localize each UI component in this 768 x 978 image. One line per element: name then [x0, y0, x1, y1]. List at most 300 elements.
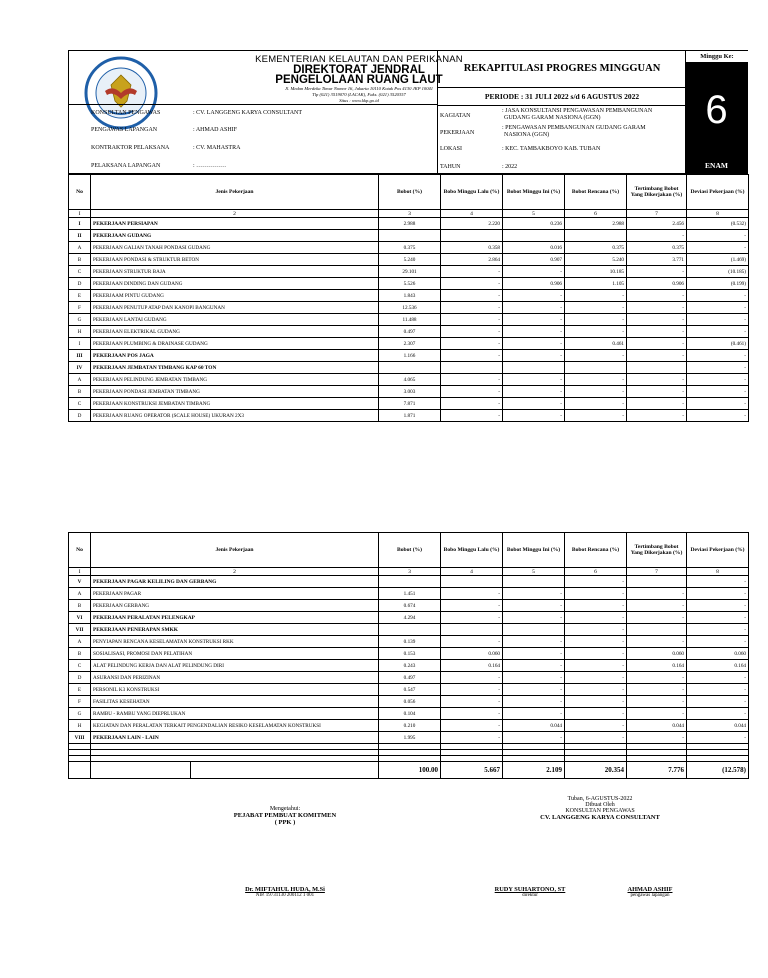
value-lalu: - — [441, 672, 503, 684]
column-index: 7 — [627, 568, 687, 576]
row-number: A — [69, 636, 91, 648]
value-rencana: - — [565, 732, 627, 744]
work-item: PEKERJAAN PONDASI JEMBATAN TIMBANG — [91, 386, 379, 398]
work-item: PEKERJAAN PAGAR — [91, 588, 379, 600]
table-row — [69, 278, 749, 290]
value-deviasi: - — [687, 374, 749, 386]
value-lalu: - — [441, 290, 503, 302]
value-rencana: - — [565, 410, 627, 422]
value-lalu: - — [441, 588, 503, 600]
value-bobot: 2.988 — [379, 218, 441, 230]
value-rencana: - — [565, 398, 627, 410]
value-lalu: - — [441, 302, 503, 314]
value-bobot — [379, 576, 441, 588]
value-rencana: 10.185 — [565, 266, 627, 278]
value-lalu: - — [441, 314, 503, 326]
value-tertimbang: 0.044 — [627, 720, 687, 732]
value-rencana: 1.105 — [565, 278, 627, 290]
info-key: LOKASI — [440, 146, 462, 152]
table-row — [69, 302, 749, 314]
value-bobot: 7.871 — [379, 398, 441, 410]
row-number: A — [69, 588, 91, 600]
column-index: 5 — [503, 568, 565, 576]
value-lalu: - — [441, 636, 503, 648]
work-item: ALAT PELINDUNG KERJA DAN ALAT PELINDUNG DIRI — [91, 660, 379, 672]
work-item: SOSIALISASI, PROMOSI DAN PELATIHAN — [91, 648, 379, 660]
row-number: C — [69, 266, 91, 278]
approval-caption: Mengetahui: — [269, 806, 301, 812]
table-row — [69, 266, 749, 278]
signer-role: direktur — [522, 893, 538, 898]
value-deviasi: - — [687, 290, 749, 302]
column-header: Deviasi Pekerjaan (%) — [687, 175, 749, 210]
value-bobot: 1.871 — [379, 410, 441, 422]
info-value: : CV. LANGGENG KARYA CONSULTANT — [193, 110, 303, 116]
value-tertimbang: 3.771 — [627, 254, 687, 266]
table-row — [69, 350, 749, 362]
value-ini — [503, 362, 565, 374]
value-deviasi: - — [687, 242, 749, 254]
work-item: PEKERJAAM PINTU GUDANG — [91, 290, 379, 302]
value-ini: - — [503, 374, 565, 386]
info-value: NASIONA (GGN) — [504, 132, 550, 138]
column-index: 8 — [687, 210, 749, 218]
work-item: PENYIAPAN RENCANA KESELAMATAN KONSTRUKSI RKK — [91, 636, 379, 648]
row-number: II — [69, 230, 91, 242]
value-tertimbang — [627, 624, 687, 636]
value-tertimbang: - — [627, 230, 687, 242]
column-header: Jenis Pekerjaan — [91, 175, 379, 210]
column-index: 4 — [441, 568, 503, 576]
value-rencana: - — [565, 708, 627, 720]
value-rencana: - — [565, 636, 627, 648]
info-value: : CV. MAHASTRA — [193, 145, 241, 151]
table-row — [69, 576, 749, 588]
value-lalu: - — [441, 338, 503, 350]
value-rencana: - — [565, 588, 627, 600]
value-rencana: - — [565, 660, 627, 672]
value-rencana — [565, 230, 627, 242]
value-deviasi: - — [687, 672, 749, 684]
info-value: : AHMAD ASHIF — [193, 127, 238, 133]
value-deviasi: (0.461) — [687, 338, 749, 350]
value-deviasi: - — [687, 636, 749, 648]
value-lalu — [441, 362, 503, 374]
value-lalu: - — [441, 708, 503, 720]
value-deviasi: - — [687, 314, 749, 326]
value-lalu: - — [441, 326, 503, 338]
value-tertimbang: - — [627, 410, 687, 422]
info-value: : KEC. TAMBAKBOYO KAB. TUBAN — [502, 146, 601, 152]
column-header: No — [69, 533, 91, 568]
signer-name: AHMAD ASHIF — [627, 886, 673, 893]
info-key: KAGIATAN — [440, 113, 471, 119]
week-number: 6 — [705, 88, 728, 132]
value-tertimbang: - — [627, 266, 687, 278]
work-item: ASURANSI DAN PERIZINAN — [91, 672, 379, 684]
info-key: TAHUN — [440, 164, 461, 170]
value-lalu: - — [441, 386, 503, 398]
value-tertimbang: 0.164 — [627, 660, 687, 672]
table-row — [69, 588, 749, 600]
table-row — [69, 398, 749, 410]
value-bobot: 3.003 — [379, 386, 441, 398]
table-row — [69, 684, 749, 696]
info-key: PEKERJAAN — [440, 130, 475, 136]
value-bobot: 4.065 — [379, 374, 441, 386]
work-item: PEKERJAAN ELEKTRIKAL GUDANG — [91, 326, 379, 338]
value-ini: 0.906 — [503, 278, 565, 290]
value-tertimbang: - — [627, 684, 687, 696]
work-item: PEKERJAAN PAGAR KELILING DAN GERBANG — [91, 576, 379, 588]
value-tertimbang: - — [627, 696, 687, 708]
value-deviasi: - — [687, 732, 749, 744]
work-item: RAMBU - RAMBU YANG DIEPRLUKAN — [91, 708, 379, 720]
value-lalu: - — [441, 720, 503, 732]
work-item: PERSONIL K3 KONSTRUKSI — [91, 684, 379, 696]
table-row — [69, 600, 749, 612]
blank-cell — [69, 762, 91, 779]
row-number: D — [69, 410, 91, 422]
work-item: PEKERJAAN PELINDUNG JEMBATAN TIMBANG — [91, 374, 379, 386]
table-row — [69, 624, 749, 636]
value-lalu: - — [441, 374, 503, 386]
column-header: Bobot (%) — [379, 533, 441, 568]
table-row — [69, 672, 749, 684]
value-ini: - — [503, 708, 565, 720]
value-lalu: 0.060 — [441, 648, 503, 660]
value-tertimbang: - — [627, 636, 687, 648]
column-index: 4 — [441, 210, 503, 218]
prepared-caption: Dibuat Oleh — [585, 802, 615, 808]
value-bobot: 0.243 — [379, 660, 441, 672]
table-row — [69, 648, 749, 660]
value-tertimbang: 0.375 — [627, 242, 687, 254]
value-rencana: - — [565, 374, 627, 386]
value-ini: - — [503, 290, 565, 302]
value-ini: - — [503, 338, 565, 350]
value-tertimbang: - — [627, 338, 687, 350]
value-ini: - — [503, 398, 565, 410]
value-ini: - — [503, 660, 565, 672]
value-bobot: 0.497 — [379, 326, 441, 338]
totals-row — [69, 762, 749, 779]
table-header-row — [69, 533, 749, 568]
value-deviasi: - — [687, 696, 749, 708]
column-header: Bobo Minggu Lalu (%) — [441, 533, 503, 568]
value-ini: 0.236 — [503, 218, 565, 230]
work-item: PEKERJAAN GALIAN TANAH PONDASI GUDANG — [91, 242, 379, 254]
value-tertimbang: 0.060 — [627, 648, 687, 660]
table-row — [69, 732, 749, 744]
signature-ppk — [225, 886, 345, 898]
value-rencana: - — [565, 314, 627, 326]
column-header: Deviasi Pekerjaan (%) — [687, 533, 749, 568]
row-number: D — [69, 672, 91, 684]
info-value: GUDANG GARAM NASIONA (GGN) — [504, 115, 601, 121]
value-lalu — [441, 576, 503, 588]
divider — [69, 104, 437, 105]
info-key: PENGAWAS LAPANGAN — [91, 127, 158, 133]
column-header: Bobot Minggu Ini (%) — [503, 533, 565, 568]
column-index: 7 — [627, 210, 687, 218]
work-item: PEKERJAAN STRUKTUR BAJA — [91, 266, 379, 278]
value-bobot — [379, 624, 441, 636]
row-number: F — [69, 302, 91, 314]
value-ini: - — [503, 684, 565, 696]
row-number: B — [69, 648, 91, 660]
value-ini: - — [503, 732, 565, 744]
week-box — [685, 51, 748, 157]
value-tertimbang: - — [627, 588, 687, 600]
value-deviasi: - — [687, 684, 749, 696]
value-deviasi: - — [687, 386, 749, 398]
column-index-row — [69, 568, 749, 576]
value-tertimbang: - — [627, 302, 687, 314]
value-bobot: 0.056 — [379, 696, 441, 708]
value-lalu: - — [441, 612, 503, 624]
report-period: PERIODE : 31 JULI 2022 s/d 6 AGUSTUS 2022 — [437, 87, 686, 106]
value-rencana — [565, 362, 627, 374]
row-number: B — [69, 386, 91, 398]
value-rencana: 0.461 — [565, 338, 627, 350]
value-deviasi: - — [687, 230, 749, 242]
row-number: B — [69, 600, 91, 612]
value-rencana: - — [565, 350, 627, 362]
value-ini: - — [503, 636, 565, 648]
row-number: F — [69, 696, 91, 708]
row-number: C — [69, 660, 91, 672]
row-number: A — [69, 374, 91, 386]
value-ini: - — [503, 350, 565, 362]
value-tertimbang — [627, 576, 687, 588]
table-row — [69, 362, 749, 374]
value-ini: 0.044 — [503, 720, 565, 732]
work-item: FASILITAS KESEHATAN — [91, 696, 379, 708]
value-ini: - — [503, 314, 565, 326]
column-header: Bobo Minggu Lalu (%) — [441, 175, 503, 210]
value-bobot — [379, 362, 441, 374]
value-lalu: 2.864 — [441, 254, 503, 266]
week-label: Minggu Ke: — [685, 51, 748, 62]
value-tertimbang: - — [627, 672, 687, 684]
value-deviasi: (0.199) — [687, 278, 749, 290]
table-row — [69, 696, 749, 708]
row-number: E — [69, 290, 91, 302]
value-ini: 0.016 — [503, 242, 565, 254]
column-index: 6 — [565, 568, 627, 576]
ministry-address3: Situs : www.kkp.go.id — [339, 98, 379, 103]
value-deviasi: - — [687, 624, 749, 636]
table-header-row — [69, 175, 749, 210]
value-tertimbang — [627, 362, 687, 374]
value-ini — [503, 576, 565, 588]
row-number: V — [69, 576, 91, 588]
total-ini: 2.109 — [503, 762, 565, 779]
work-item: KEGIATAN DAN PERALATAN TERKAIT PENGENDALIAN RESIKO KESELAMATAN KONSTRUKSI — [91, 720, 379, 732]
table-row — [69, 230, 749, 242]
value-deviasi: (0.532) — [687, 218, 749, 230]
column-index: 2 — [91, 568, 379, 576]
value-tertimbang: - — [627, 326, 687, 338]
value-rencana: - — [565, 386, 627, 398]
row-number: III — [69, 350, 91, 362]
info-key: PELAKSANA LAPANGAN — [91, 163, 161, 169]
value-deviasi: 0.060 — [687, 648, 749, 660]
value-ini: - — [503, 410, 565, 422]
row-number: G — [69, 708, 91, 720]
info-value: : JASA KONSULTANSI PENGAWASAN PEMBANGUNAN — [502, 108, 653, 114]
column-index: 8 — [687, 568, 749, 576]
table-row — [69, 636, 749, 648]
value-rencana: - — [565, 696, 627, 708]
work-item: PEKERJAAN PENERAPAN SMKK — [91, 624, 379, 636]
value-tertimbang: 0.906 — [627, 278, 687, 290]
value-lalu: - — [441, 600, 503, 612]
value-deviasi: - — [687, 362, 749, 374]
value-ini: - — [503, 696, 565, 708]
value-deviasi: - — [687, 588, 749, 600]
value-rencana: 5.240 — [565, 254, 627, 266]
value-rencana: - — [565, 302, 627, 314]
work-item: PEKERJAAN LAIN - LAIN — [91, 732, 379, 744]
row-number: VIII — [69, 732, 91, 744]
column-header: Jenis Pekerjaan — [91, 533, 379, 568]
value-bobot: 0.104 — [379, 708, 441, 720]
value-deviasi: - — [687, 708, 749, 720]
value-bobot: 2.307 — [379, 338, 441, 350]
info-key: KONSULTAN PENGAWAS — [91, 110, 161, 116]
value-lalu: 0.358 — [441, 242, 503, 254]
row-number: E — [69, 684, 91, 696]
value-lalu: 0.164 — [441, 660, 503, 672]
prepared-role: KONSULTAN PENGAWAS — [565, 808, 635, 814]
ministry-line2: DIREKTORAT JENDRAL — [293, 64, 425, 76]
ministry-address2: Tlp (021) 3519070 (LACAK), Faks. (021) 3520357 — [312, 92, 406, 97]
work-item: PEKERJAAN JEMBATAN TIMBANG KAP 60 TON — [91, 362, 379, 374]
column-index: I — [69, 568, 91, 576]
value-rencana: - — [565, 720, 627, 732]
column-index: 3 — [379, 210, 441, 218]
value-lalu: - — [441, 696, 503, 708]
value-bobot: 5.240 — [379, 254, 441, 266]
ministry-address1: Jl. Medan Merdeka Timur Nomor 16, Jakarta 10110 Kotak Pos 4130 JKP 10041 — [284, 86, 434, 91]
info-right — [440, 106, 684, 172]
work-item: PEKERJAAN PERALATAN PELENGKAP — [91, 612, 379, 624]
value-rencana: - — [565, 600, 627, 612]
value-tertimbang: - — [627, 350, 687, 362]
progress-table-1 — [68, 174, 749, 422]
row-number: IV — [69, 362, 91, 374]
work-item: PEKERJAAN LANTAI GUDANG — [91, 314, 379, 326]
value-deviasi: - — [687, 350, 749, 362]
column-index: 2 — [91, 210, 379, 218]
table-row — [69, 660, 749, 672]
row-number: G — [69, 314, 91, 326]
value-tertimbang: - — [627, 732, 687, 744]
value-bobot — [379, 230, 441, 242]
table-row — [69, 410, 749, 422]
prepared-company: CV. LANGGENG KARYA CONSULTANT — [540, 814, 660, 821]
value-bobot: 1.995 — [379, 732, 441, 744]
value-ini: - — [503, 326, 565, 338]
row-number: D — [69, 278, 91, 290]
value-ini: - — [503, 386, 565, 398]
value-rencana: - — [565, 612, 627, 624]
work-item: PEKERJAAN PERSIAPAN — [91, 218, 379, 230]
table-row — [69, 218, 749, 230]
column-index: 5 — [503, 210, 565, 218]
value-deviasi: (10.185) — [687, 266, 749, 278]
divider — [437, 104, 438, 174]
value-deviasi: - — [687, 576, 749, 588]
value-ini — [503, 624, 565, 636]
row-number: C — [69, 398, 91, 410]
value-deviasi: - — [687, 612, 749, 624]
value-bobot: 11.488 — [379, 314, 441, 326]
info-value: : …………… — [193, 163, 227, 169]
row-number: B — [69, 254, 91, 266]
column-header: Tertimbang Bobot Yang Dikerjakan (%) — [627, 175, 687, 210]
value-tertimbang: - — [627, 314, 687, 326]
row-number: H — [69, 720, 91, 732]
value-rencana: - — [565, 326, 627, 338]
work-item: PEKERJAAN PLUMBING & DRAINASE GUDANG — [91, 338, 379, 350]
value-ini: - — [503, 302, 565, 314]
table-row — [69, 374, 749, 386]
approval-block — [215, 806, 355, 826]
column-header: Bobot (%) — [379, 175, 441, 210]
value-tertimbang: - — [627, 398, 687, 410]
work-item: PEKERJAAN PENUTUP ATAP DAN KANOPI BANGUNAN — [91, 302, 379, 314]
work-item: PEKERJAAN RUANG OPERATOR (SCALE HOUSE) UKURAN 2X3 — [91, 410, 379, 422]
value-tertimbang: - — [627, 612, 687, 624]
table-row — [69, 326, 749, 338]
column-header: Bobot Minggu Ini (%) — [503, 175, 565, 210]
info-left — [91, 110, 431, 170]
value-deviasi: - — [687, 398, 749, 410]
row-number: H — [69, 326, 91, 338]
value-ini: - — [503, 648, 565, 660]
info-key: KONTRAKTOR PELAKSANA — [91, 145, 170, 151]
column-header: Bobot Rencana (%) — [565, 175, 627, 210]
work-item: PEKERJAAN GERBANG — [91, 600, 379, 612]
value-ini — [503, 230, 565, 242]
ministry-heading — [249, 54, 469, 104]
blank-cell — [191, 762, 379, 779]
value-ini: - — [503, 266, 565, 278]
table-row — [69, 242, 749, 254]
value-lalu: - — [441, 410, 503, 422]
work-item: PEKERJAAN POS JAGA — [91, 350, 379, 362]
value-bobot: 29.101 — [379, 266, 441, 278]
signer-nip: NIP. 19731130 200112 1 001 — [255, 893, 315, 898]
table-row — [69, 338, 749, 350]
value-bobot: 0.674 — [379, 600, 441, 612]
value-tertimbang: - — [627, 386, 687, 398]
info-value: : 2022 — [502, 164, 518, 170]
value-bobot: 4.294 — [379, 612, 441, 624]
column-header: Tertimbang Bobot Yang Dikerjakan (%) — [627, 533, 687, 568]
value-rencana: - — [565, 624, 627, 636]
value-deviasi: - — [687, 600, 749, 612]
work-item: PEKERJAAN DINDING DAN GUDANG — [91, 278, 379, 290]
approval-title: PEJABAT PEMBUAT KOMITMEN — [233, 812, 337, 819]
value-deviasi: - — [687, 410, 749, 422]
work-item: PEKERJAAN PONDASI & STRUKTUR BETON — [91, 254, 379, 266]
value-bobot: 1.166 — [379, 350, 441, 362]
value-deviasi: (1.469) — [687, 254, 749, 266]
